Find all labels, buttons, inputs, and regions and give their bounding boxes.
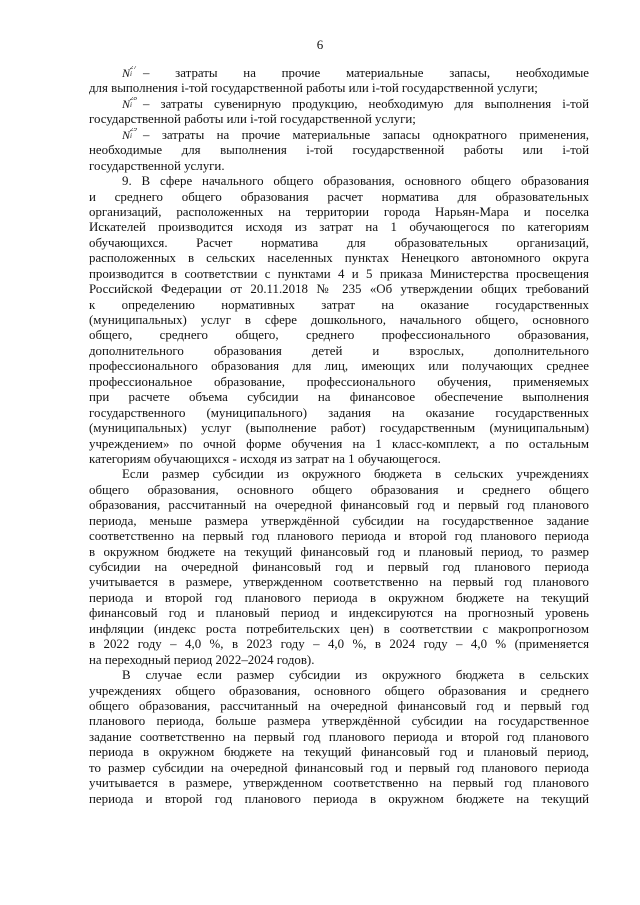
text-line: профессиональное образование, профессионального обучения, применяемых (89, 374, 589, 389)
text-line: в окружном бюджете на текущий финансовый год и плановый период, то размер (89, 544, 589, 559)
document-body (89, 66, 589, 807)
text-line: Если размер субсидии из окружного бюджета в сельских учреждениях (122, 467, 589, 482)
text-line: обучающихся. Расчет норматива для образовательных организаций, (89, 235, 589, 250)
text-line: для выполнения i-той государственной работы или i-той государственной услуги; (89, 81, 538, 96)
page-number: 6 (316, 37, 324, 52)
text-line: Искателей производится исходя из затрат на 1 обучающегося по категориям (89, 220, 589, 235)
text-line: общего образования, основного общего образования и среднего общего (89, 482, 589, 497)
text-line: 9. В сфере начального общего образования, основного общего образования (122, 174, 589, 189)
formula-symbol: N 28 i (122, 96, 138, 111)
text-line: производится в соответствии с пунктами 4 и 5 приказа Министерства просвещения (89, 266, 589, 281)
text-line: дополнительного образования детей и взрослых, дополнительного (89, 343, 589, 358)
text-line: периода, меньше размера утверждённой субсидии на государственное задание (89, 513, 589, 528)
text-line: расположенных в сельских населенных пунктах Ненецкого автономного округа (89, 251, 589, 266)
text-line: необходимые для выполнения i-той государственной работы или i-той (89, 143, 589, 158)
text-line: планового периода, больше размера утверждённой субсидии на государственное (89, 714, 589, 729)
text-line: при расчете объема субсидии на финансовое обеспечение выполнения (89, 390, 589, 405)
formula-symbol: N 27 i (122, 66, 138, 80)
text-line: общего, среднего общего, среднего профессионального образования, (89, 328, 589, 343)
text-line: инфляции (индекс роста потребительских цен) в соответствии с макропрогнозом (89, 621, 589, 636)
text-line: учитывается в размере, утвержденном соответственно на первый год планового (89, 575, 589, 590)
text-line: к определению нормативных затрат на оказание государственных (89, 297, 589, 312)
text-line: периода и второй год планового периода в окружном бюджете на текущий (89, 590, 589, 605)
text-line: N 27 i – затраты на прочие материальные запасы, необходимые (122, 66, 589, 80)
text-line: N 29 i – затраты на прочие материальные запасы однократного применения, (122, 127, 589, 142)
text-line: и среднего общего образования расчет норматива для образовательных (89, 189, 589, 204)
text-line: то размер субсидии на очередной финансовый год и первый год планового периода (89, 760, 589, 775)
text-line: (муниципальных) услуг (выполнение работ) государственным (муниципальным) (89, 421, 589, 436)
text-line: N 28 i – затраты сувенирную продукцию, необходимую для выполнения i-той (122, 96, 589, 111)
formula-symbol: N 29 i (122, 127, 138, 142)
text-line: общего образования, рассчитанный на очередной финансовый год и первый год (89, 698, 589, 713)
text-line: учреждением» по очной форме обучения на 1 класс-комплект, а по остальным (89, 436, 589, 451)
text-line: соответственно на первый год планового периода и второй год планового периода (89, 529, 589, 544)
text-line: финансовый год и плановый период и индексируются на прогнозный уровень (89, 606, 589, 621)
text-line: профессионального образования для лиц, имеющих или получающих среднее (89, 359, 589, 374)
text-line: учреждениях общего образования, основного общего образования и среднего (89, 683, 589, 698)
text-line: на переходный период 2022–2024 годов). (89, 652, 315, 667)
text-line: организаций, расположенных на территории города Нарьян-Мара и поселка (89, 204, 589, 219)
text-line: В случае если размер субсидии из окружного бюджета в сельских (122, 668, 589, 683)
text-line: государственной услуги. (89, 158, 225, 173)
text-line: образования, рассчитанный на очередной финансовый год и первый год планового (89, 498, 589, 513)
text-line: государственного (муниципального) задания на оказание государственных (89, 405, 589, 420)
text-line: в 2022 году – 4,0 %, в 2023 году – 4,0 %, в 2024 году – 4,0 % (применяется (89, 637, 589, 652)
text-line: государственной работы или i-той государственной услуги; (89, 112, 416, 127)
text-line: периода в окружном бюджете на текущий финансовый год и плановый период, (89, 745, 589, 760)
text-line: учитывается в размере, утвержденном соответственно на первый год планового (89, 776, 589, 791)
text-line: категориям обучающихся - исходя из затрат на 1 обучающегося. (89, 451, 441, 466)
text-line: задание соответственно на первый год планового периода и второй год планового (89, 729, 589, 744)
text-line: субсидии на очередной финансовый год и первый год планового периода (89, 560, 589, 574)
text-line: (муниципальных) услуг в сфере дошкольного, начального общего, основного (89, 313, 589, 327)
text-line: Российской Федерации от 20.11.2018 № 235 «Об утверждении общих требований (89, 282, 589, 297)
text-line: периода и второй год планового периода в окружном бюджете на текущий (89, 791, 589, 806)
